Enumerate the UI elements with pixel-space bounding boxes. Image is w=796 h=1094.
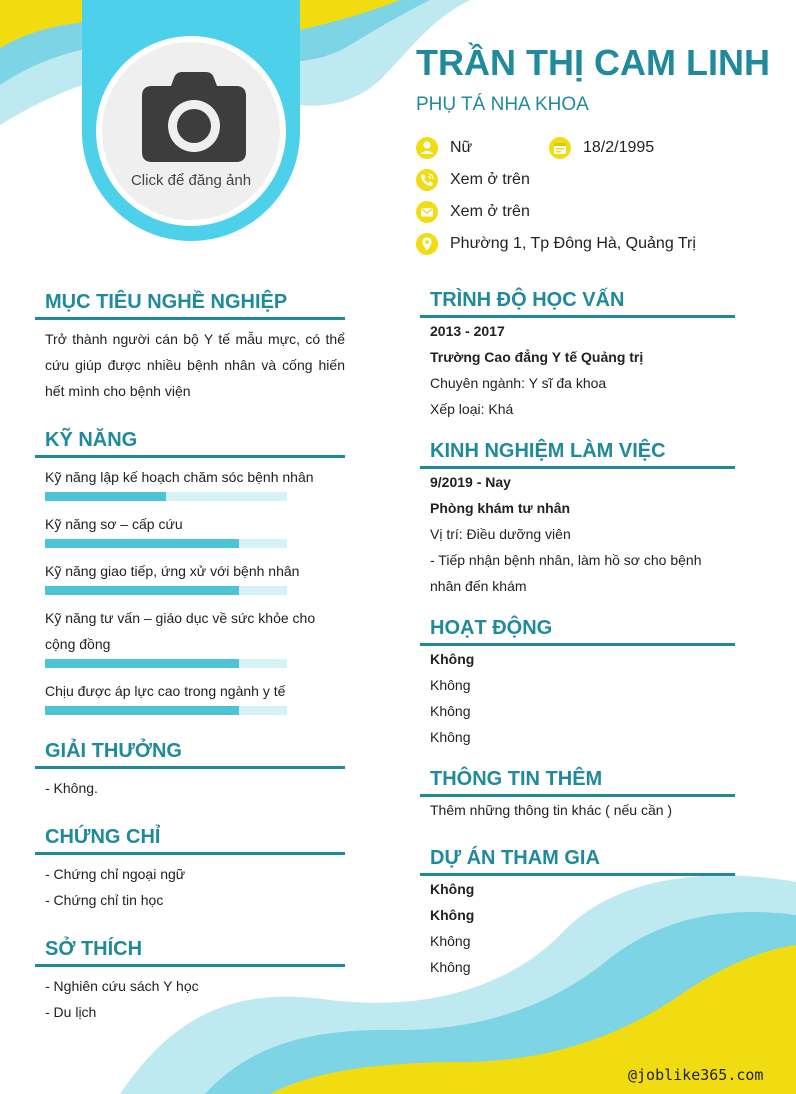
skill-label: Kỹ năng sơ – cấp cứu	[45, 516, 183, 532]
career-goal-text: Trở thành người cán bộ Y tế mẫu mực, có thể cứu giúp được nhiều bệnh nhân và cống hiến hết mình cho bệnh viện	[45, 331, 345, 399]
gender-row	[416, 137, 472, 159]
section-title: TRÌNH ĐỘ HỌC VẤN	[430, 289, 625, 311]
skill-bar	[45, 492, 287, 501]
awards-section	[35, 737, 345, 801]
user-icon	[416, 137, 438, 159]
skill-bar	[45, 586, 287, 595]
skill-bar-fill	[45, 586, 239, 595]
phone-row	[416, 169, 530, 191]
extra-info-section	[420, 765, 735, 823]
email-value: Xem ở trên	[450, 203, 530, 220]
list-item: Không	[430, 959, 471, 975]
list-item: - Du lịch	[45, 1004, 97, 1020]
experience-company: Phòng khám tư nhân	[430, 500, 571, 516]
skill-bar	[45, 659, 287, 668]
mail-icon	[416, 201, 438, 223]
section-title: SỞ THÍCH	[45, 938, 143, 960]
projects-heading: Không	[430, 881, 475, 897]
phone-icon	[416, 169, 438, 191]
projects-heading: Không	[430, 907, 475, 923]
phone-value: Xem ở trên	[450, 171, 530, 188]
skill-item	[45, 511, 345, 548]
list-item: Không	[430, 729, 471, 745]
skills-list	[35, 458, 345, 715]
list-item: - Không.	[45, 780, 98, 796]
skill-bar-fill	[45, 706, 239, 715]
gender-value: Nữ	[450, 139, 473, 156]
skill-bar	[45, 539, 287, 548]
section-title: THÔNG TIN THÊM	[430, 768, 603, 790]
section-title: CHỨNG CHỈ	[45, 826, 161, 848]
list-item: - Nghiên cứu sách Y học	[45, 978, 199, 994]
skill-item	[45, 678, 345, 715]
skill-label: Chịu được áp lực cao trong ngành y tế	[45, 683, 286, 699]
calendar-icon	[549, 137, 571, 159]
birthday-value: 18/2/1995	[583, 139, 655, 156]
skill-label: Kỹ năng lập kế hoạch chăm sóc bệnh nhân	[45, 469, 314, 485]
skill-bar-fill	[45, 539, 239, 548]
location-pin-icon	[416, 233, 438, 255]
address-row	[416, 233, 696, 255]
list-item: Không	[430, 677, 471, 693]
section-title: DỰ ÁN THAM GIA	[430, 847, 600, 869]
email-row	[416, 201, 530, 223]
experience-period: 9/2019 - Nay	[430, 474, 511, 490]
camera-icon	[140, 70, 248, 164]
candidate-name: TRẦN THỊ CAM LINH	[416, 42, 770, 83]
education-grade: Xếp loại: Khá	[430, 401, 514, 417]
skill-bar-fill	[45, 492, 166, 501]
avatar-upload[interactable]	[96, 36, 286, 226]
activities-section	[420, 614, 735, 750]
skill-label: Kỹ năng giao tiếp, ứng xử với bệnh nhân	[45, 563, 300, 579]
experience-position: Vị trí: Điều dưỡng viên	[430, 526, 571, 542]
skills-section	[35, 426, 345, 725]
experience-description: - Tiếp nhận bệnh nhân, làm hồ sơ cho bệnh nhân đến khám	[430, 552, 702, 594]
section-title: MỤC TIÊU NGHỀ NGHIỆP	[45, 291, 288, 313]
list-item: - Chứng chỉ tin học	[45, 892, 164, 908]
hobbies-section	[35, 935, 345, 1025]
projects-section	[420, 844, 735, 980]
list-item: Không	[430, 933, 471, 949]
education-section	[420, 286, 735, 422]
certificates-section	[35, 823, 345, 913]
avatar-placeholder	[102, 42, 280, 220]
section-title: GIẢI THƯỞNG	[45, 740, 182, 762]
section-title: HOẠT ĐỘNG	[430, 617, 553, 639]
address-value: Phường 1, Tp Đông Hà, Quảng Trị	[450, 235, 696, 252]
photo-upload-label: Click để đăng ảnh	[130, 172, 252, 189]
education-period: 2013 - 2017	[430, 323, 505, 339]
section-title: KINH NGHIỆM LÀM VIỆC	[430, 440, 666, 462]
education-school: Trường Cao đẳng Y tế Quảng trị	[430, 349, 644, 365]
experience-section	[420, 437, 735, 599]
education-major: Chuyên ngành: Y sĩ đa khoa	[430, 375, 607, 391]
skill-label: Kỹ năng tư vấn – giáo dục về sức khỏe cho cộng đồng	[45, 610, 316, 652]
extra-info-text: Thêm những thông tin khác ( nếu cần )	[430, 802, 673, 818]
watermark: @joblike365.com	[628, 1066, 764, 1084]
job-title: PHỤ TÁ NHA KHOA	[416, 94, 589, 115]
skill-item	[45, 464, 345, 501]
skill-item	[45, 558, 345, 595]
skill-item	[45, 605, 345, 668]
activities-heading: Không	[430, 651, 475, 667]
section-title: KỸ NĂNG	[45, 429, 138, 451]
list-item: - Chứng chỉ ngoại ngữ	[45, 866, 186, 882]
birthday-row	[549, 137, 654, 159]
career-goal-section	[35, 288, 345, 404]
list-item: Không	[430, 703, 471, 719]
skill-bar	[45, 706, 287, 715]
skill-bar-fill	[45, 659, 239, 668]
